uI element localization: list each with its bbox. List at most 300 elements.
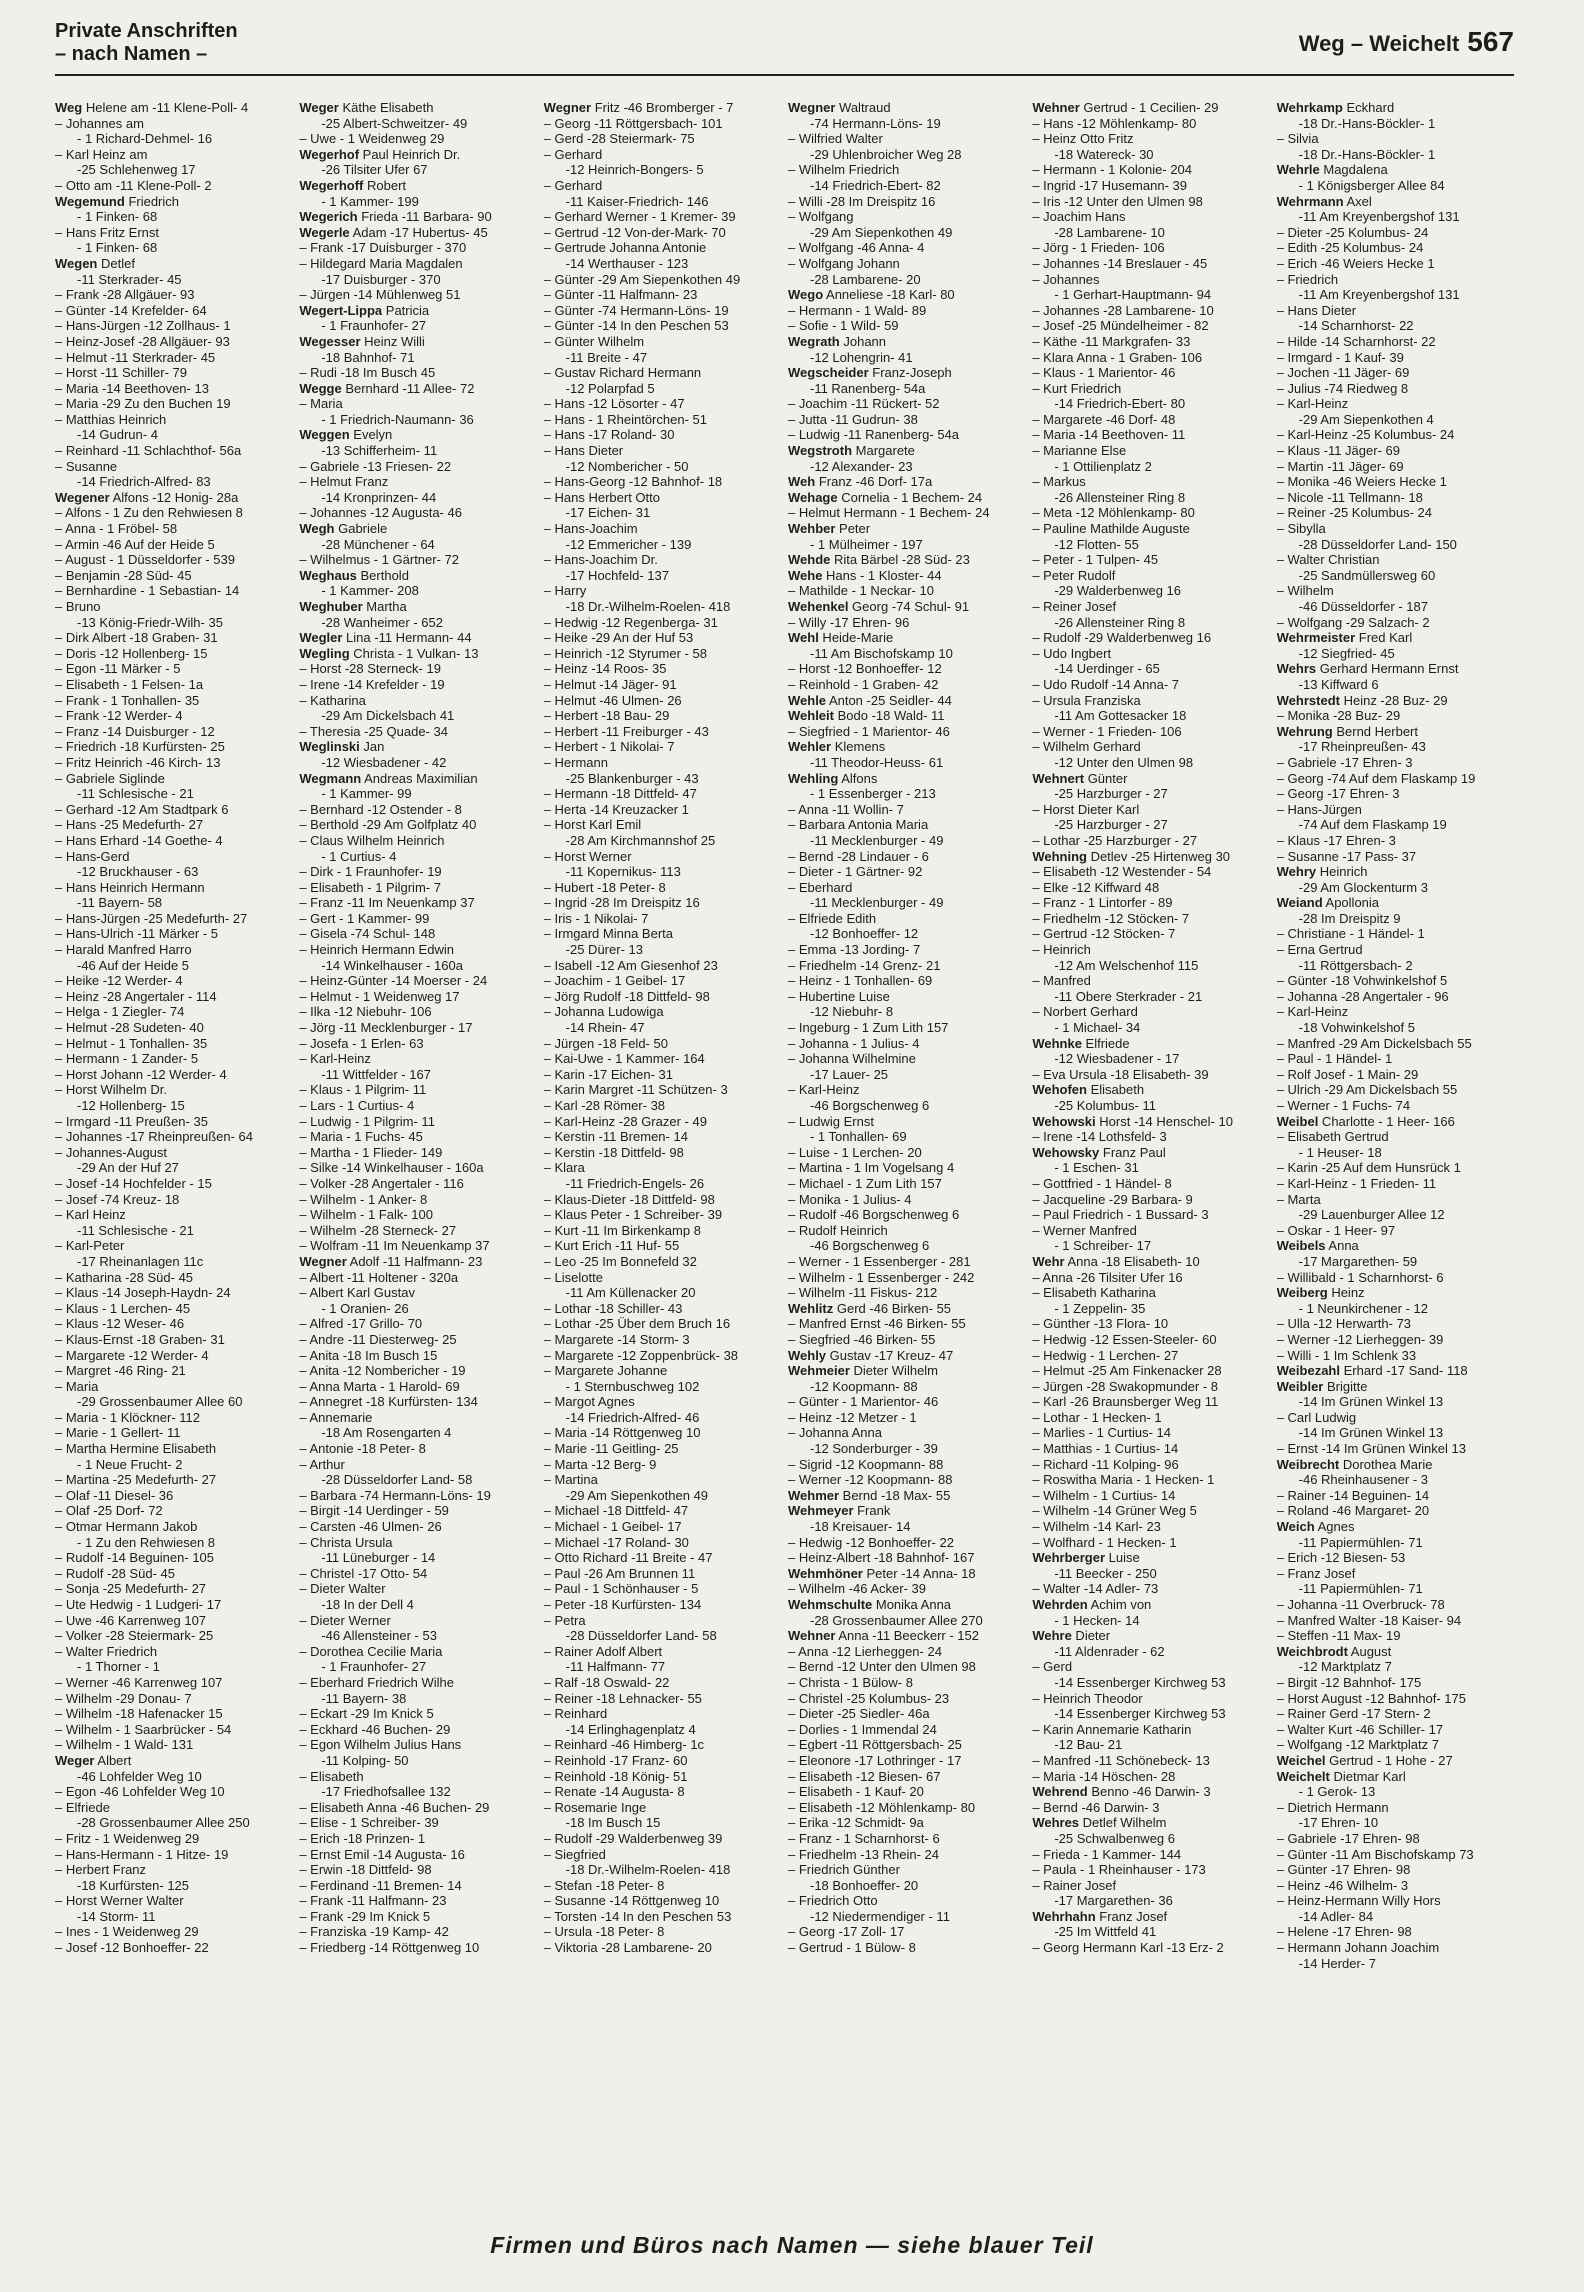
directory-entry: – Udo Rudolf -14 Anna- 7 — [1032, 676, 1180, 692]
directory-entry: – Elisabeth Gertrud — [1276, 1129, 1389, 1145]
directory-entry: -11 Beecker - 250 — [1054, 1565, 1157, 1581]
surname-entry: Wehmschulte Monika Anna — [787, 1597, 952, 1612]
name-range: Weg – Weichelt — [1298, 31, 1460, 56]
directory-entry: – Elke -12 Kiffward 48 — [1032, 879, 1160, 895]
directory-entry: – Siegfried - 1 Marientor- 46 — [787, 723, 950, 739]
directory-entry: - 1 Kammer- 208 — [321, 583, 419, 599]
directory-entry: – Karin Margret -11 Schützen- 3 — [543, 1082, 728, 1098]
directory-entry: – Martha Hermine Elisabeth — [55, 1441, 217, 1457]
directory-column-6 — [1277, 100, 1515, 2200]
directory-entry: – Benjamin -28 Süd- 45 — [55, 567, 192, 583]
directory-entry: -46 Borgschenweg 6 — [809, 1238, 930, 1254]
surname-entry: Wehling Alfons — [787, 770, 878, 786]
directory-entry: – Ralf -18 Oswald- 22 — [543, 1674, 670, 1690]
directory-entry: – Susanne -14 Röttgenweg 10 — [543, 1893, 720, 1909]
directory-entry: – Erwin -18 Dittfeld- 98 — [299, 1862, 432, 1878]
directory-entry: – Maria -14 Röttgenweg 10 — [543, 1425, 701, 1441]
directory-entry: – Ute Hedwig - 1 Ludgeri- 17 — [55, 1597, 222, 1612]
directory-entry: – Gertrud -12 Von-der-Mark- 70 — [543, 224, 726, 240]
directory-entry: – Eckart -29 Im Knick 5 — [299, 1706, 434, 1722]
directory-entry: -12 Marktplatz 7 — [1298, 1659, 1392, 1675]
surname-entry: Wehner Gertrud - 1 Cecilien- 29 — [1032, 100, 1219, 115]
directory-entry: – Wilhelm -18 Hafenacker 15 — [55, 1706, 223, 1722]
directory-entry: – Günter - 1 Marientor- 46 — [787, 1394, 939, 1410]
directory-entry: – Antonie -18 Peter- 8 — [299, 1441, 426, 1457]
directory-entry: -12 Koopmann- 88 — [809, 1378, 918, 1394]
directory-entry: -11 Kolping- 50 — [321, 1752, 409, 1768]
directory-entry: – Barbara Antonia Maria — [787, 817, 929, 833]
directory-entry: – Horst Karl Emil — [543, 817, 642, 833]
directory-entry: – Gabriele -13 Friesen- 22 — [299, 458, 452, 474]
directory-entry: – Annemarie — [299, 1409, 373, 1425]
surname-entry: Wehrhahn Franz Josef — [1032, 1908, 1168, 1924]
directory-entry: – Julius -74 Riedweg 8 — [1276, 380, 1409, 396]
directory-entry: – Karl-Heinz - 1 Frieden- 11 — [1276, 1175, 1437, 1191]
directory-entry: – Gabriele -17 Ehren- 3 — [1276, 754, 1413, 770]
directory-entry: – Ingeburg - 1 Zum Lith 157 — [787, 1020, 949, 1036]
directory-entry: – Günter -14 In den Peschen 53 — [543, 318, 729, 334]
directory-entry: – Christel -25 Kolumbus- 23 — [787, 1690, 950, 1706]
surname-entry: Weibrecht Dorothea Marie — [1276, 1456, 1433, 1472]
directory-entry: -11 Kopernikus- 113 — [565, 864, 681, 880]
directory-entry: – Wilhelm - 1 Saarbrücker - 54 — [55, 1721, 232, 1737]
directory-entry: – Jürgen -28 Swakopmunder - 8 — [1032, 1378, 1219, 1394]
directory-entry: – Friedrich Otto — [787, 1893, 878, 1909]
directory-entry: – Isabell -12 Am Giesenhof 23 — [543, 957, 718, 973]
directory-entry: – Manfred -29 Am Dickelsbach 55 — [1276, 1035, 1472, 1051]
surname-entry: Wehofen Elisabeth — [1032, 1082, 1145, 1098]
surname-entry: Wegmann Andreas Maximilian — [299, 770, 478, 786]
directory-entry: – Johanna Anna — [787, 1425, 882, 1441]
surname-entry: Weichelt Dietmar Karl — [1276, 1768, 1406, 1784]
directory-entry: -14 Rhein- 47 — [565, 1020, 645, 1036]
surname-entry: Weg Helene am -11 Klene-Poll- 4 — [55, 100, 249, 115]
directory-entry: – Helene -17 Ehren- 98 — [1276, 1924, 1412, 1940]
surname-entry: Weibezahl Erhard -17 Sand- 118 — [1276, 1363, 1468, 1379]
directory-entry: – Johannes-August — [55, 1144, 168, 1160]
directory-entry: – Heinz-Günter -14 Moerser - 24 — [299, 973, 488, 989]
directory-entry: – Dorothea Cecilie Maria — [299, 1643, 443, 1659]
directory-entry: – Alfred -17 Grillo- 70 — [299, 1316, 423, 1332]
directory-entry: – Bernd -46 Darwin- 3 — [1032, 1799, 1160, 1815]
directory-entry: -25 Schlehenweg 17 — [77, 162, 196, 178]
directory-entry: – Helmut -28 Sudeten- 40 — [55, 1020, 204, 1036]
directory-entry: – Ferdinand -11 Bremen- 14 — [299, 1877, 462, 1893]
directory-entry: – Heinz -28 Angertaler - 114 — [55, 988, 217, 1004]
directory-entry: – Helmut - 1 Tonhallen- 35 — [55, 1035, 208, 1051]
directory-entry: -11 Kaiser-Friedrich- 146 — [565, 193, 709, 209]
directory-entry: -12 Nombericher - 50 — [565, 458, 689, 474]
directory-entry: – Heinz -12 Metzer - 1 — [787, 1409, 917, 1425]
directory-entry: – Martina - 1 Im Vogelsang 4 — [787, 1160, 955, 1176]
directory-entry: – Herbert -11 Freiburger - 43 — [543, 723, 709, 739]
directory-entry: – Jutta -11 Gudrun- 38 — [787, 411, 918, 427]
directory-entry: – Mathilde - 1 Neckar- 10 — [787, 583, 934, 599]
directory-entry: -11 Mecklenburger - 49 — [809, 832, 944, 848]
directory-entry: -12 Siegfried- 45 — [1298, 645, 1395, 661]
directory-entry: – Franz - 1 Scharnhorst- 6 — [787, 1830, 940, 1846]
directory-entry: – Otmar Hermann Jakob — [55, 1519, 198, 1535]
directory-entry: – Monika -28 Buz- 29 — [1276, 708, 1401, 724]
directory-entry: – Margarete Johanne — [543, 1363, 668, 1379]
directory-entry: – Steffen -11 Max- 19 — [1276, 1628, 1401, 1644]
directory-entry: – Klaus -11 Jäger- 69 — [1276, 443, 1400, 459]
surname-entry: Wegerich Frieda -11 Barbara- 90 — [299, 209, 492, 225]
directory-entry: -12 Bruckhauser - 63 — [77, 864, 199, 880]
directory-entry: – Paul Friedrich - 1 Bussard- 3 — [1032, 1207, 1209, 1223]
directory-entry: -28 Lambarene- 20 — [809, 271, 921, 287]
directory-entry: – Ursula Franziska — [1032, 692, 1141, 708]
surname-entry: Wehrle Magdalena — [1276, 162, 1388, 178]
directory-entry: – Gert - 1 Kammer- 99 — [299, 910, 430, 926]
directory-entry: - 1 Mülheimer - 197 — [809, 536, 923, 552]
surname-entry: Weghaus Berthold — [299, 567, 409, 583]
directory-entry: – Klaus - 1 Marientor- 46 — [1032, 365, 1176, 381]
directory-entry: – Helmut -11 Sterkrader- 45 — [55, 349, 216, 365]
directory-entry: – Georg -17 Zoll- 17 — [787, 1924, 905, 1940]
directory-entry: -11 Theodor-Heuss- 61 — [809, 754, 944, 770]
directory-entry: -12 Alexander- 23 — [809, 458, 913, 474]
directory-entry: – Anita -18 Im Busch 15 — [299, 1347, 438, 1363]
directory-column-5 — [1032, 100, 1270, 2200]
directory-entry: – Karl-Heinz -28 Grazer - 49 — [543, 1113, 707, 1129]
surname-entry: Wehe Hans - 1 Kloster- 44 — [787, 567, 942, 583]
directory-entry: -28 Grossenbaumer Allee 270 — [809, 1612, 983, 1628]
directory-entry: -12 Niebuhr- 8 — [809, 1004, 894, 1020]
directory-entry: – Christel -17 Otto- 54 — [299, 1565, 428, 1581]
directory-entry: – Günter -14 Krefelder- 64 — [55, 302, 207, 318]
directory-entry: – Hermann - 1 Kolonie- 204 — [1032, 162, 1193, 178]
directory-entry: -46 Lohfelder Weg 10 — [77, 1768, 202, 1784]
directory-entry: – Margot Agnes — [543, 1394, 635, 1410]
directory-entry: -28 Düsseldorfer Land- 58 — [321, 1472, 473, 1488]
surname-entry: Wehrden Achim von — [1032, 1597, 1152, 1612]
directory-entry: -11 Röttgersbach- 2 — [1298, 957, 1413, 973]
directory-entry: – Frank -12 Werder- 4 — [55, 708, 183, 724]
directory-entry: – Joachim Hans — [1032, 209, 1126, 225]
directory-entry: – Wilhelm -14 Grüner Weg 5 — [1032, 1503, 1197, 1519]
directory-entry: – Elisabeth Anna -46 Buchen- 29 — [299, 1799, 490, 1815]
directory-entry: - 1 Finken- 68 — [77, 209, 158, 225]
directory-entry: – Karl-Heinz — [299, 1051, 371, 1067]
directory-entry: – Günter -29 Am Siepenkothen 49 — [543, 271, 741, 287]
directory-entry: – Annegret -18 Kurfürsten- 134 — [299, 1394, 478, 1410]
directory-entry: - 1 Fraunhofer- 27 — [321, 318, 427, 334]
surname-entry: Wegge Bernhard -11 Allee- 72 — [299, 380, 475, 396]
directory-entry: -14 Adler- 84 — [1298, 1908, 1374, 1924]
directory-entry: – Wilhelm - 1 Wald- 131 — [55, 1737, 194, 1753]
directory-entry: -14 Werthauser - 123 — [565, 255, 689, 271]
directory-entry: – Helmut Franz — [299, 474, 389, 490]
directory-entry: – Herbert Franz — [55, 1862, 147, 1878]
directory-entry: – Hans-Joachim — [543, 521, 638, 537]
directory-entry: – Helmut - 1 Weidenweg 17 — [299, 988, 460, 1004]
directory-entry: – Viktoria -28 Lambarene- 20 — [543, 1940, 712, 1956]
directory-entry: -12 Lohengrin- 41 — [809, 349, 913, 365]
directory-entry: – Georg -11 Röttgersbach- 101 — [543, 115, 723, 131]
directory-entry: – Friedrich Günther — [787, 1862, 900, 1878]
surname-entry: Wegner Waltraud — [787, 100, 891, 115]
directory-entry: – Petra — [543, 1612, 586, 1628]
surname-entry: Wehrmann Axel — [1276, 193, 1372, 209]
directory-entry: – Bernd -28 Lindauer - 6 — [787, 848, 929, 864]
directory-entry: -14 Erlinghagenplatz 4 — [565, 1721, 696, 1737]
surname-entry: Wegerhoff Robert — [299, 177, 407, 193]
directory-entry: -11 Papiermühlen- 71 — [1298, 1581, 1423, 1597]
directory-entry: – Wilhelm Gerhard — [1032, 739, 1141, 755]
directory-entry: – Sofie - 1 Wild- 59 — [787, 318, 899, 334]
directory-entry: – Werner - 1 Fuchs- 74 — [1276, 1098, 1411, 1113]
directory-entry: -25 Sandmüllersweg 60 — [1298, 567, 1436, 583]
directory-entry: – Dirk - 1 Fraunhofer- 19 — [299, 864, 442, 880]
directory-entry: – Christa - 1 Bülow- 8 — [787, 1674, 913, 1690]
directory-entry: -14 Friedrich-Alfred- 46 — [565, 1409, 700, 1425]
directory-entry: -25 Harzburger - 27 — [1054, 786, 1168, 802]
directory-entry: – Walter Kurt -46 Schiller- 17 — [1276, 1721, 1444, 1737]
directory-entry: – Wolfgang -29 Salzach- 2 — [1276, 614, 1430, 630]
directory-entry: – Horst Wilhelm Dr. — [55, 1082, 167, 1098]
directory-entry: – Helga - 1 Ziegler- 74 — [55, 1004, 185, 1020]
directory-entry: -14 Gudrun- 4 — [77, 427, 158, 443]
directory-entry: – Wilhelm - 1 Curtius- 14 — [1032, 1487, 1176, 1503]
directory-entry: -25 Albert-Schweitzer- 49 — [321, 115, 468, 131]
directory-entry: – Otto Richard -11 Breite - 47 — [543, 1550, 713, 1566]
directory-entry: -25 Schwalbenweg 6 — [1054, 1830, 1176, 1846]
directory-entry: – Bernd -12 Unter den Ulmen 98 — [787, 1659, 976, 1675]
directory-entry: – Helmut -25 Am Finkenacker 28 — [1032, 1363, 1222, 1379]
directory-entry: -18 In der Dell 4 — [321, 1597, 414, 1612]
directory-entry: -11 Lüneburger - 14 — [321, 1550, 436, 1566]
directory-entry: – Wolfram -11 Im Neuenkamp 37 — [299, 1238, 490, 1254]
directory-entry: - 1 Gerok- 13 — [1298, 1784, 1376, 1800]
surname-entry: Wehnert Günter — [1032, 770, 1128, 786]
surname-entry: Wegert-Lippa Patricia — [299, 302, 430, 318]
surname-entry: Wehle Anton -25 Seidler- 44 — [787, 692, 952, 708]
surname-entry: Wehmer Bernd -18 Max- 55 — [787, 1487, 951, 1503]
directory-column-3 — [544, 100, 782, 2200]
directory-entry: -12 Sonderburger - 39 — [809, 1441, 938, 1457]
directory-entry: – Heinz-Josef -28 Allgäuer- 93 — [55, 333, 230, 349]
directory-entry: – Reinhard -11 Schlachthof- 56a — [55, 443, 242, 459]
directory-entry: – Ernst -14 Im Grünen Winkel 13 — [1276, 1441, 1466, 1457]
directory-entry: – Rolf Josef - 1 Main- 29 — [1276, 1066, 1419, 1082]
directory-entry: – Horst August -12 Bahnhof- 175 — [1276, 1690, 1466, 1706]
directory-entry: – Hans -12 Möhlenkamp- 80 — [1032, 115, 1197, 131]
directory-entry: -11 Am Küllenacker 20 — [565, 1285, 696, 1301]
surname-entry: Wehde Rita Bärbel -28 Süd- 23 — [787, 552, 970, 568]
directory-entry: -11 Bayern- 58 — [77, 895, 163, 911]
directory-entry: – Uwe -46 Karrenweg 107 — [55, 1612, 207, 1628]
directory-entry: – Maria — [55, 1378, 99, 1394]
directory-entry: – Helmut -46 Ulmen- 26 — [543, 692, 682, 708]
directory-entry: – Egon Wilhelm Julius Hans — [299, 1737, 462, 1753]
directory-entry: – Wolfgang — [787, 209, 854, 225]
directory-entry: – Hans Heinrich Hermann — [55, 879, 205, 895]
directory-entry: – Monika - 1 Julius- 4 — [787, 1191, 912, 1207]
directory-entry: – Elisabeth -12 Westender - 54 — [1032, 864, 1212, 880]
directory-entry: -14 Friedrich-Alfred- 83 — [77, 474, 211, 490]
directory-entry: -17 Margarethen- 59 — [1298, 1253, 1418, 1269]
surname-entry: Wehrend Benno -46 Darwin- 3 — [1032, 1784, 1211, 1800]
directory-entry: – Egon -46 Lohfelder Weg 10 — [55, 1784, 225, 1800]
directory-entry: – Elisabeth Katharina — [1032, 1285, 1156, 1301]
directory-entry: – Hedwig -12 Regenberga- 31 — [543, 614, 718, 630]
directory-entry: – Wilhelm - 1 Anker- 8 — [299, 1191, 428, 1207]
directory-entry: – Rudolf -46 Borgschenweg 6 — [787, 1207, 960, 1223]
directory-entry: – Olaf -25 Dorf- 72 — [55, 1503, 163, 1519]
directory-entry: -12 Am Welschenhof 115 — [1054, 957, 1199, 973]
directory-entry: -28 Düsseldorfer Land- 150 — [1298, 536, 1457, 552]
surname-entry: Wehowski Horst -14 Henschel- 10 — [1032, 1113, 1233, 1129]
directory-entry: – Hans -17 Roland- 30 — [543, 427, 675, 443]
directory-entry: -28 Grossenbaumer Allee 250 — [77, 1815, 250, 1831]
directory-entry: – Klaus -12 Weser- 46 — [55, 1316, 185, 1332]
directory-entry: -14 Essenberger Kirchweg 53 — [1054, 1674, 1226, 1690]
directory-entry: – Hedwig -12 Bonhoeffer- 22 — [787, 1534, 954, 1550]
directory-entry: – Leo -25 Im Bonnefeld 32 — [543, 1253, 697, 1269]
directory-entry: – Erich -12 Biesen- 53 — [1276, 1550, 1406, 1566]
directory-entry: – Johanna Wilhelmine — [787, 1051, 916, 1067]
directory-entry: – Hermann - 1 Wald- 89 — [787, 302, 927, 318]
directory-entry: -17 Friedhofsallee 132 — [321, 1784, 451, 1800]
directory-entry: – Kerstin -18 Dittfeld- 98 — [543, 1144, 684, 1160]
directory-entry: – Silke -14 Winkelhauser - 160a — [299, 1160, 484, 1176]
directory-entry: – Monika -46 Weiers Hecke 1 — [1276, 474, 1447, 490]
directory-entry: – Reinhard — [543, 1706, 608, 1722]
directory-entry: – Hans-Joachim Dr. — [543, 552, 658, 568]
directory-entry: – Hilde -14 Scharnhorst- 22 — [1276, 333, 1436, 349]
directory-entry: -46 Auf der Heide 5 — [77, 957, 190, 973]
directory-entry: -17 Rheinpreußen- 43 — [1298, 739, 1426, 755]
directory-entry: – Jörg - 1 Frieden- 106 — [1032, 240, 1165, 256]
directory-entry: - 1 Schreiber- 17 — [1054, 1238, 1152, 1254]
directory-entry: – Friedhelm -14 Grenz- 21 — [787, 957, 941, 973]
directory-entry: – Egon -11 Märker - 5 — [55, 661, 181, 677]
directory-entry: – Anna -11 Wollin- 7 — [787, 801, 904, 817]
directory-entry: – Uwe - 1 Weidenweg 29 — [299, 131, 445, 147]
surname-entry: Wegemund Friedrich — [55, 193, 180, 209]
directory-entry: – Birgit -14 Uerdinger - 59 — [299, 1503, 449, 1519]
directory-entry: – Katharina — [299, 692, 366, 708]
directory-entry: – Horst -11 Schiller- 79 — [55, 365, 187, 381]
directory-entry: – Heinz-Hermann Willy Hors — [1276, 1893, 1441, 1909]
directory-entry: -12 Unter den Ulmen 98 — [1054, 754, 1194, 770]
directory-entry: – Frank -28 Allgäuer- 93 — [55, 287, 195, 303]
surname-entry: Weibel Charlotte - 1 Heer- 166 — [1276, 1113, 1455, 1129]
directory-entry: – Jörg Rudolf -18 Dittfeld- 98 — [543, 988, 710, 1004]
directory-entry: -11 Breite - 47 — [565, 349, 648, 365]
directory-entry: -18 Bonhoeffer- 20 — [809, 1877, 919, 1893]
page-number: 567 — [1467, 26, 1514, 57]
surname-entry: Wehage Cornelia - 1 Bechem- 24 — [787, 489, 983, 505]
directory-entry: – Marie -11 Geitling- 25 — [543, 1441, 679, 1457]
directory-entry: – Paul - 1 Händel- 1 — [1276, 1051, 1393, 1067]
directory-entry: – Wilhelm -11 Fiskus- 212 — [787, 1285, 938, 1301]
surname-entry: Wegrath Johann — [787, 333, 887, 349]
directory-entry: -28 Wanheimer - 652 — [321, 614, 443, 630]
directory-entry: -14 Herder- 7 — [1298, 1955, 1376, 1971]
directory-entry: – Friedrich — [1276, 271, 1339, 287]
directory-entry: – Olaf -11 Diesel- 36 — [55, 1487, 174, 1503]
surname-entry: Wegner Adolf -11 Halfmann- 23 — [299, 1253, 483, 1269]
directory-entry: – Alfons - 1 Zu den Rehwiesen 8 — [55, 505, 243, 521]
directory-entry: – Sibylla — [1276, 521, 1326, 537]
directory-entry: – Hermann — [543, 754, 608, 770]
directory-entry: – Fritz - 1 Weidenweg 29 — [55, 1830, 200, 1846]
directory-entry: – Kurt Friedrich — [1032, 380, 1122, 396]
directory-entry: – Johanna -28 Angertaler - 96 — [1276, 988, 1449, 1004]
directory-entry: – Willi -28 Im Dreispitz 16 — [787, 193, 936, 209]
directory-entry: – Ines - 1 Weidenweg 29 — [55, 1924, 199, 1940]
surname-entry: Wehrs Gerhard Hermann Ernst — [1276, 661, 1459, 677]
directory-entry: – Marta — [1276, 1191, 1321, 1207]
directory-entry: – Franziska -19 Kamp- 42 — [299, 1924, 449, 1940]
surname-entry: Wehlitz Gerd -46 Birken- 55 — [787, 1300, 952, 1316]
directory-columns — [55, 100, 1515, 2200]
directory-entry: -17 Duisburger - 370 — [321, 271, 441, 287]
directory-entry: - 1 Finken- 68 — [77, 240, 158, 256]
directory-entry: – Dorlies - 1 Immendal 24 — [787, 1721, 937, 1737]
surname-entry: Wegler Lina -11 Hermann- 44 — [299, 630, 472, 646]
directory-entry: – Martin -11 Jäger- 69 — [1276, 458, 1404, 474]
directory-entry: - 1 Richard-Dehmel- 16 — [77, 131, 213, 147]
directory-entry: – Hans-Hermann - 1 Hitze- 19 — [55, 1846, 229, 1862]
directory-entry: – Manfred Ernst -46 Birken- 55 — [787, 1316, 966, 1332]
surname-entry: Wegener Alfons -12 Honig- 28a — [55, 489, 239, 505]
directory-entry: – Manfred Walter -18 Kaiser- 94 — [1276, 1612, 1462, 1628]
directory-entry: – Matthias Heinrich — [55, 411, 167, 427]
directory-entry: -14 Im Grünen Winkel 13 — [1298, 1394, 1444, 1410]
directory-entry: – Friedberg -14 Röttgenweg 10 — [299, 1940, 480, 1956]
directory-entry: – Friedrich -18 Kurfürsten- 25 — [55, 739, 225, 755]
directory-entry: – Meta -12 Möhlenkamp- 80 — [1032, 505, 1195, 521]
directory-entry: – Nicole -11 Tellmann- 18 — [1276, 489, 1423, 505]
surname-entry: Weiberg Heinz — [1276, 1285, 1365, 1301]
directory-entry: – Hans -12 Lösorter - 47 — [543, 396, 685, 412]
directory-entry: – Horst -12 Bonhoeffer- 12 — [787, 661, 942, 677]
directory-entry: – Egbert -11 Röttgersbach- 25 — [787, 1737, 962, 1753]
directory-entry: – Helmut Hermann - 1 Bechem- 24 — [787, 505, 990, 521]
directory-entry: – Iris -12 Unter den Ulmen 98 — [1032, 193, 1203, 209]
directory-entry: – Heinrich — [1032, 942, 1091, 958]
directory-entry: – Johannes — [1032, 271, 1100, 287]
directory-entry: – Werner - 1 Essenberger - 281 — [787, 1253, 971, 1269]
directory-entry: -11 Am Bischofskamp 10 — [809, 645, 953, 661]
directory-entry: – Rainer Gerd -17 Stern- 2 — [1276, 1706, 1431, 1722]
directory-entry: – Josef -74 Kreuz- 18 — [55, 1191, 180, 1207]
directory-entry: – Wolfgang -12 Marktplatz 7 — [1276, 1737, 1439, 1753]
directory-entry: – Klaus Peter - 1 Schreiber- 39 — [543, 1207, 723, 1223]
directory-entry: – Karin -17 Eichen- 31 — [543, 1066, 674, 1082]
directory-entry: – Horst Johann -12 Werder- 4 — [55, 1066, 227, 1082]
directory-entry: – Wilhelm -29 Donau- 7 — [55, 1690, 192, 1706]
directory-entry: – Günter -17 Ehren- 98 — [1276, 1862, 1411, 1878]
directory-entry: – Theresia -25 Quade- 34 — [299, 723, 448, 739]
directory-entry: - 1 Kammer- 99 — [321, 786, 412, 802]
directory-entry: -11 Wittfelder - 167 — [321, 1066, 431, 1082]
directory-entry: – Fritz Heinrich -46 Kirch- 13 — [55, 754, 221, 770]
directory-entry: -29 Am Siepenkothen 49 — [809, 224, 953, 240]
directory-entry: – Gabriele -17 Ehren- 98 — [1276, 1830, 1420, 1846]
surname-entry: Wehres Detlef Wilhelm — [1032, 1815, 1167, 1831]
directory-entry: – Maria - 1 Klöckner- 112 — [55, 1409, 200, 1425]
directory-entry: - 1 Heuser- 18 — [1298, 1144, 1382, 1160]
surname-entry: Wehr Anna -18 Elisabeth- 10 — [1032, 1253, 1200, 1269]
directory-entry: -17 Margarethen- 36 — [1054, 1893, 1173, 1909]
directory-entry: – Susanne -17 Pass- 37 — [1276, 848, 1417, 864]
directory-entry: -46 Allensteiner - 53 — [321, 1628, 437, 1644]
directory-entry: -14 Im Grünen Winkel 13 — [1298, 1425, 1444, 1441]
